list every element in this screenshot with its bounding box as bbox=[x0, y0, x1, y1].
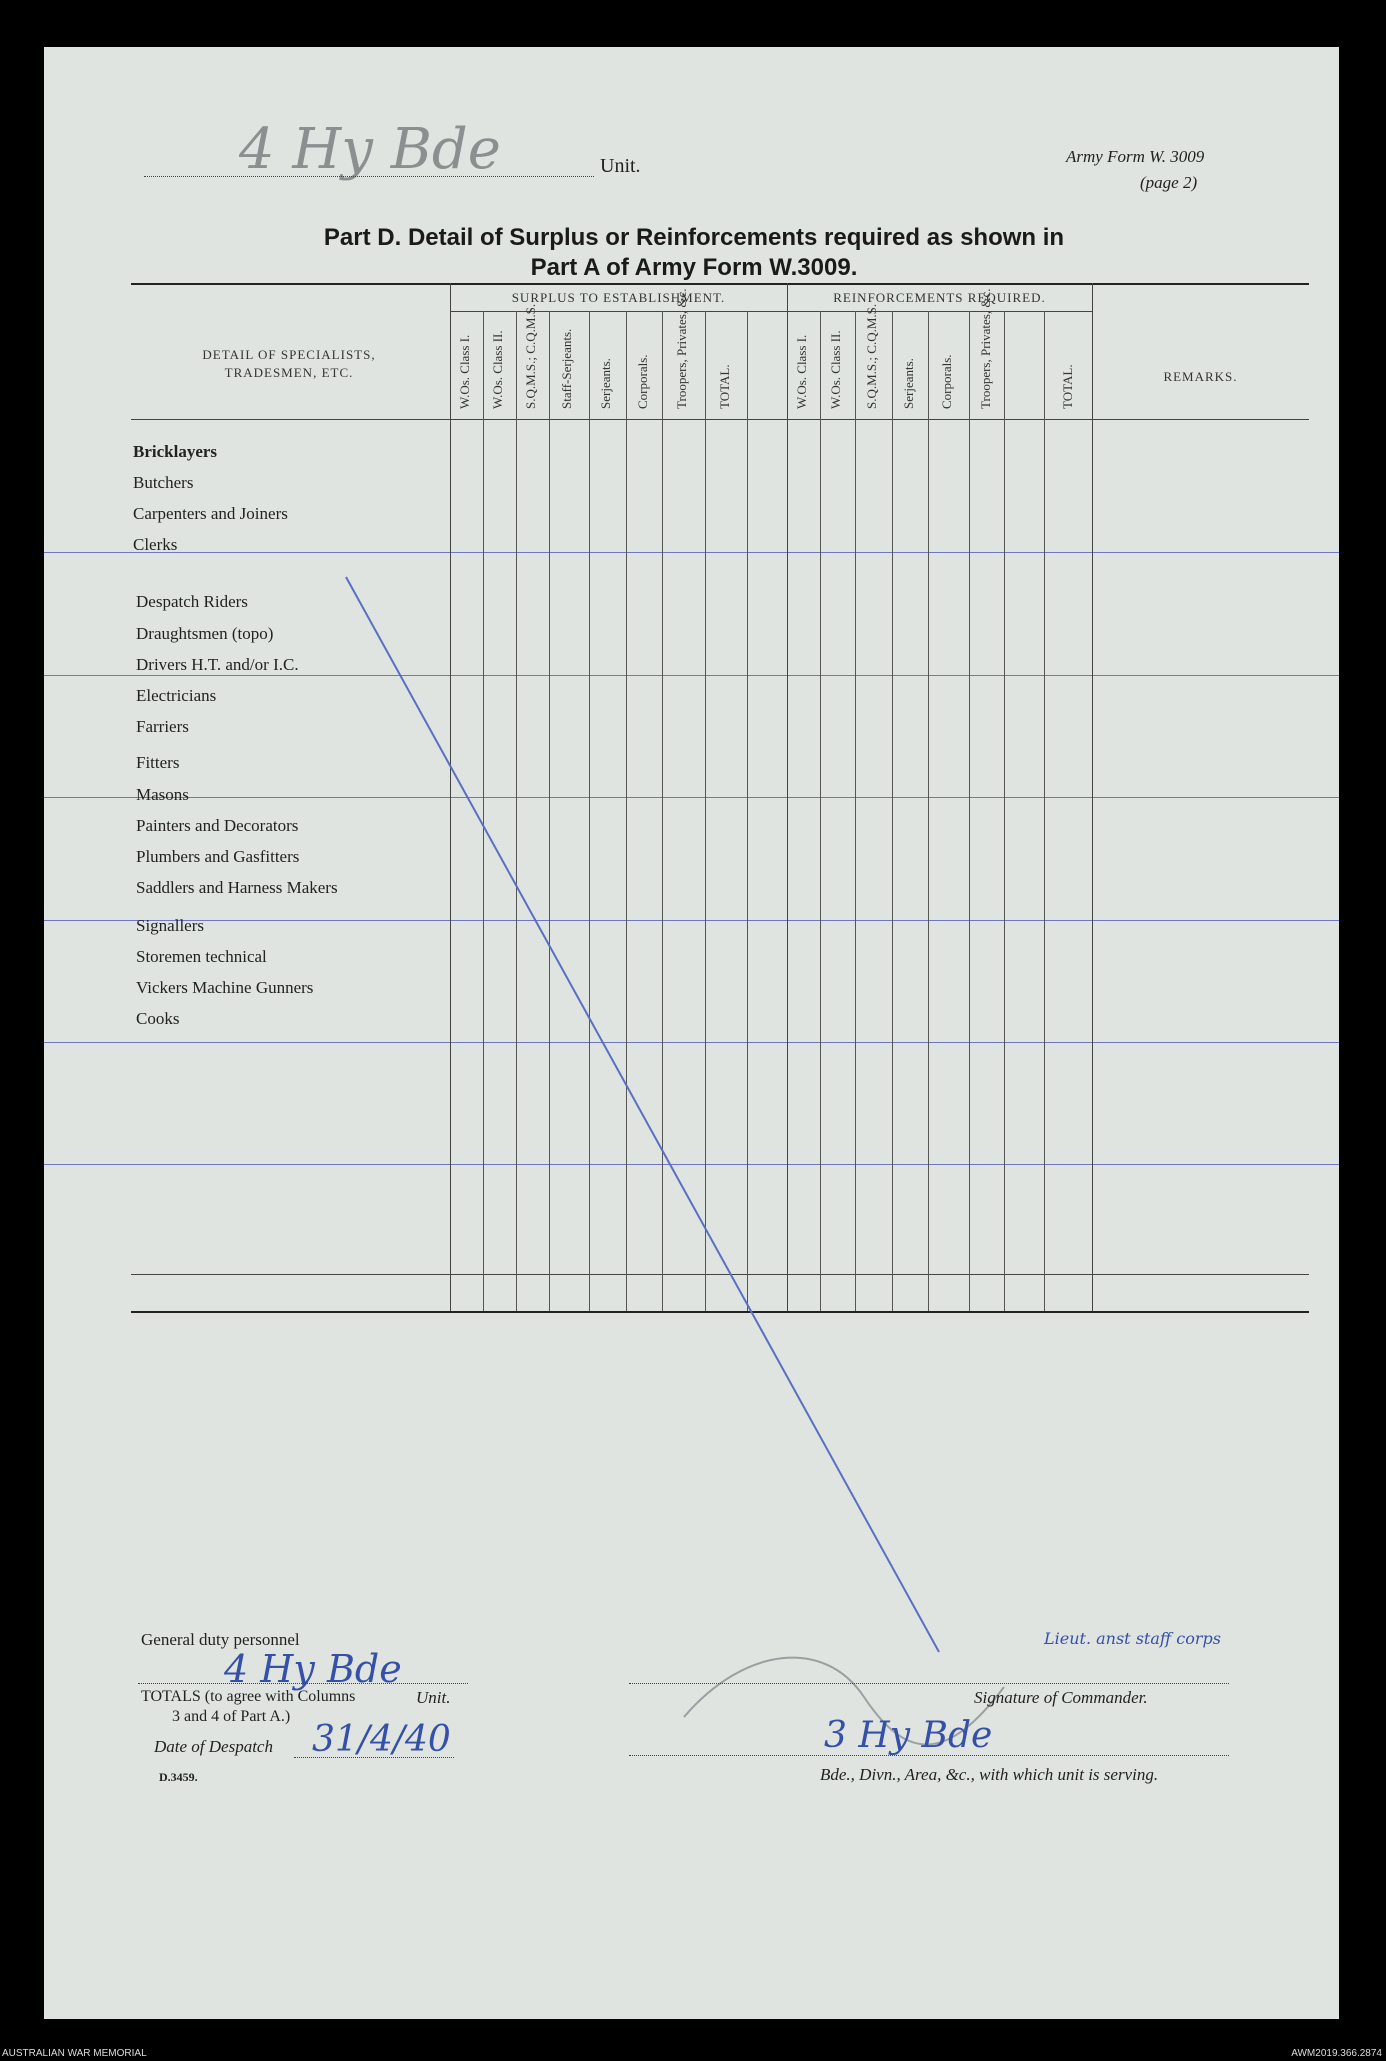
surplus-col-wo1: W.Os. Class I. bbox=[457, 334, 472, 409]
row-drivers: Drivers H.T. and/or I.C. bbox=[136, 655, 299, 674]
row-saddlers: Saddlers and Harness Makers bbox=[136, 878, 338, 897]
reinforcements-header: REINFORCEMENTS REQUIRED. bbox=[833, 290, 1046, 305]
form-code: D.3459. bbox=[159, 1770, 198, 1784]
row-general-duty: General duty personnel bbox=[141, 1630, 300, 1649]
date-label: Date of Despatch bbox=[154, 1737, 273, 1756]
reinf-col-wo1: W.Os. Class I. bbox=[794, 334, 809, 409]
surplus-col-corporals: Corporals. bbox=[635, 354, 650, 409]
row-plumbers: Plumbers and Gasfitters bbox=[136, 847, 300, 866]
army-form-label: Army Form W. 3009 bbox=[1066, 147, 1205, 166]
surplus-header: SURPLUS TO ESTABLISHMENT. bbox=[511, 290, 726, 305]
surplus-col-staff-serjeants: Staff-Serjeants. bbox=[559, 328, 574, 409]
strike-through-line bbox=[44, 47, 1339, 2019]
reinf-col-wo2: W.Os. Class II. bbox=[828, 330, 843, 409]
signature-rank: Lieut. anst staff corps bbox=[1044, 1629, 1221, 1648]
surplus-col-serjeants: Serjeants. bbox=[598, 358, 613, 409]
reinf-col-total: TOTAL. bbox=[1060, 364, 1075, 409]
archive-bar bbox=[0, 2047, 1386, 2061]
surplus-col-wo2: W.Os. Class II. bbox=[490, 330, 505, 409]
row-draughtsmen: Draughtsmen (topo) bbox=[136, 624, 274, 643]
row-vickers: Vickers Machine Gunners bbox=[136, 978, 314, 997]
signature-line bbox=[629, 1683, 1229, 1684]
reinf-col-troopers: Troopers, Privates, &c. bbox=[978, 288, 993, 409]
totals-label-line1: TOTALS (to agree with Columns bbox=[141, 1688, 356, 1705]
row-masons: Masons bbox=[136, 785, 189, 804]
bde-line bbox=[629, 1755, 1229, 1756]
surplus-col-troopers: Troopers, Privates, &c. bbox=[674, 288, 689, 409]
row-painters: Painters and Decorators bbox=[136, 816, 299, 835]
form-page bbox=[44, 47, 1339, 2019]
archive-name: AUSTRALIAN WAR MEMORIAL bbox=[2, 2048, 147, 2059]
surplus-col-sqms: S.Q.M.S.; C.Q.M.S. bbox=[523, 303, 538, 409]
row-fitters: Fitters bbox=[136, 753, 180, 772]
date-line bbox=[294, 1757, 454, 1758]
archive-id: AWM2019.366.2874 bbox=[1291, 2048, 1382, 2059]
date-handwriting: 31/4/40 bbox=[312, 1719, 451, 1760]
remarks-header: REMARKS. bbox=[1163, 369, 1238, 384]
reinf-col-corporals: Corporals. bbox=[939, 354, 954, 409]
form-title-line1: Part D. Detail of Surplus or Reinforcements required as shown in bbox=[323, 224, 1065, 251]
row-clerks: Clerks bbox=[133, 535, 178, 554]
row-despatch-riders: Despatch Riders bbox=[136, 592, 248, 611]
footer-unit-handwriting: 4 Hy Bde bbox=[224, 1647, 402, 1691]
detail-header-line1: DETAIL OF SPECIALISTS, bbox=[202, 347, 376, 362]
row-bricklayers: Bricklayers bbox=[133, 442, 218, 461]
footer-unit-line bbox=[138, 1683, 468, 1684]
detail-header-line2: TRADESMEN, ETC. bbox=[224, 365, 354, 380]
row-butchers: Butchers bbox=[133, 473, 194, 492]
totals-label-line2: 3 and 4 of Part A.) bbox=[172, 1708, 291, 1725]
reinf-col-serjeants: Serjeants. bbox=[901, 358, 916, 409]
row-carpenters: Carpenters and Joiners bbox=[133, 504, 288, 523]
row-farriers: Farriers bbox=[136, 717, 189, 736]
footer-unit-label: Unit. bbox=[416, 1688, 451, 1707]
bde-label: Bde., Divn., Area, &c., with which unit is serving. bbox=[820, 1765, 1159, 1784]
signature-label: Signature of Commander. bbox=[974, 1688, 1148, 1707]
bde-handwriting: 3 Hy Bde bbox=[824, 1715, 993, 1756]
unit-handwriting: 4 Hy Bde bbox=[239, 117, 501, 182]
page-number: (page 2) bbox=[1140, 173, 1198, 192]
row-storemen: Storemen technical bbox=[136, 947, 267, 966]
row-cooks: Cooks bbox=[136, 1009, 180, 1028]
surplus-col-total: TOTAL. bbox=[717, 364, 732, 409]
reinf-col-sqms: S.Q.M.S.; C.Q.M.S. bbox=[864, 303, 879, 409]
unit-label: Unit. bbox=[600, 155, 641, 177]
row-electricians: Electricians bbox=[136, 686, 217, 705]
form-title-line2: Part A of Army Form W.3009. bbox=[530, 254, 858, 281]
row-signallers: Signallers bbox=[136, 916, 204, 935]
